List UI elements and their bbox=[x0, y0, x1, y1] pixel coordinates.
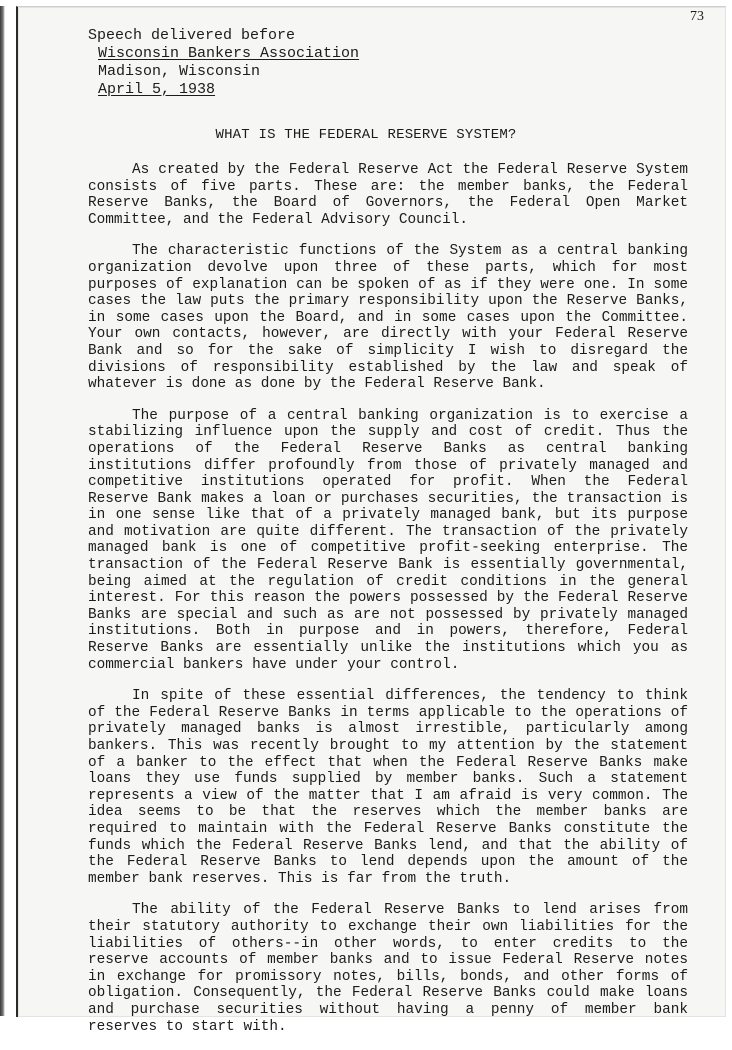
speech-header bbox=[88, 27, 359, 99]
header-date: April 5, 1938 bbox=[98, 81, 216, 98]
paragraph: The ability of the Federal Reserve Banks to lend arises from their statutory authority to exchange their own liabilities for the liabilities of others--in other words, to enter credits to the reserve accounts of member banks and to issue Federal Reserve notes in exchange for promissory notes, bills, bonds, and other forms of obligation. Consequently, the Federal Reserve Banks could make loans and purchase securities without having a penny of member bank reserves to start with. bbox=[88, 902, 688, 1035]
paragraph: The characteristic functions of the System as a central banking organization devolve upon three of these parts, which for most purposes of explanation can be spoken of as if they were one. In some cases the law puts the primary responsibility upon the Reserve Banks, in some cases upon the Board, and in some cases upon the Committee. Your own contacts, however, are directly with your Federal Reserve Bank and so for the sake of simplicity I wish to disregard the divisions of responsibility established by the law and speak of whatever is done as done by the Federal Reserve Bank. bbox=[88, 243, 688, 393]
paragraph: The purpose of a central banking organization is to exercise a stabilizing influence upon the supply and cost of credit. Thus the operations of the Federal Reserve Banks as central banking institutions differ profoundly from those of privately managed and competitive institutions operated for profit. When the Federal Reserve Bank makes a loan or purchases securities, the transaction is in one sense like that of a privately managed bank, but its purpose and motivation are quite different. The transaction of the privately managed bank is one of competitive profit-seeking enterprise. The transaction of the Federal Reserve Bank is essentially governmental, being aimed at the regulation of credit conditions in the general interest. For this reason the powers possessed by the Federal Reserve Banks are special and such as are not possessed by privately managed institutions. Both in purpose and in powers, therefore, Federal Reserve Banks are essentially unlike the institutions which you as commercial bankers have under your control. bbox=[88, 407, 688, 673]
document-body bbox=[88, 162, 688, 1050]
header-location: Madison, Wisconsin bbox=[98, 63, 261, 80]
page-number: 73 bbox=[690, 9, 704, 24]
document-title: WHAT IS THE FEDERAL RESERVE SYSTEM? bbox=[215, 127, 517, 143]
header-line-delivered: Speech delivered before bbox=[88, 27, 296, 44]
paragraph: As created by the Federal Reserve Act the Federal Reserve System consists of five parts. These are: the member banks, the Federal Reserve Banks, the Board of Governors, the Federal Open Market Committee, and the Federal Advisory Council. bbox=[88, 162, 688, 228]
page-edge bbox=[0, 6, 16, 1016]
header-association: Wisconsin Bankers Association bbox=[98, 45, 360, 62]
paragraph: In spite of these essential differences, the tendency to think of the Federal Reserve Banks in terms applicable to the operations of privately managed banks is almost irrestible, particularly among bankers. This was recently brought to my attention by the statement of a banker to the effect that when the Federal Reserve Banks make loans they use funds supplied by member banks. Such a statement represents a view of the matter that I am afraid is very common. The idea seems to be that the reserves which the member banks are required to maintain with the Federal Reserve Banks constitute the funds which the Federal Reserve Banks lend, and that the ability of the Federal Reserve Banks to lend depends upon the amount of the member bank reserves. This is far from the truth. bbox=[88, 688, 688, 887]
